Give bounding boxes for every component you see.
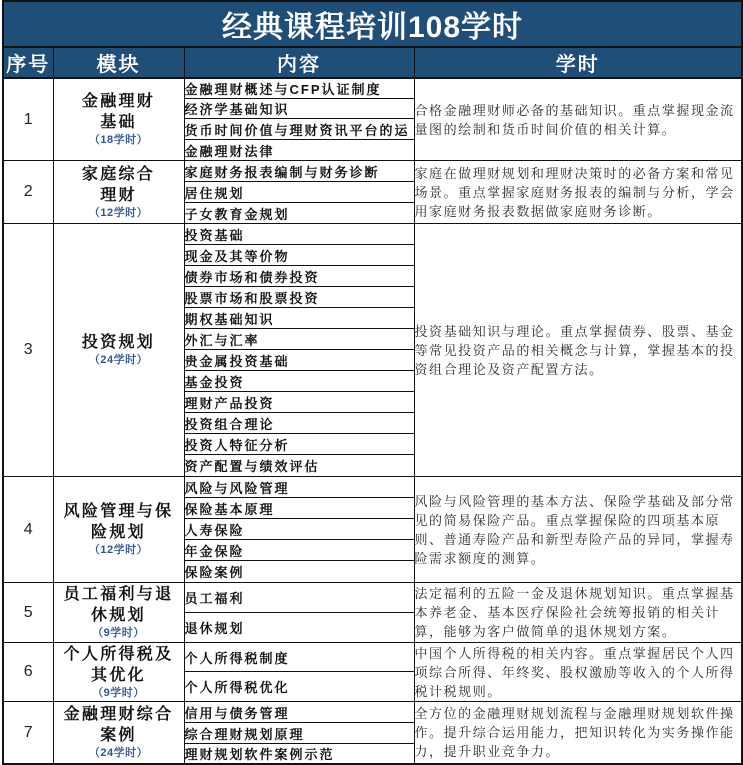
module-hours: （9学时） [92,627,145,639]
topic-cell: 外汇与汇率 [184,329,414,350]
topic-cell: 金融理财法律 [184,140,414,161]
module-hours: （12学时） [88,544,149,556]
topic-cell: 信用与债务管理 [184,702,414,723]
module-name-line: 金融理财 [81,93,156,110]
topic-cell: 贵金属投资基础 [184,350,414,371]
module-description: 中国个人所得税的相关内容。重点掌握居民个人四项综合所得、年终奖、股权激励等收入的个人所得税计税规则。 [414,643,742,702]
module-name-line: 休规划 [91,607,146,624]
title-row [3,1,742,47]
topic-cell: 个人所得税优化 [184,672,414,702]
table-row [3,161,742,182]
topic-cell: 理财规划软件案例示范 [184,744,414,765]
module-description: 全方位的金融理财规划流程与金融理财规划软件操作。提升综合运用能力，把知识转化为实务操作能力，提升职业竞争力。 [414,702,742,765]
topic-cell: 股票市场和股票投资 [184,287,414,308]
table-title: 经典课程培训108学时 [3,1,742,47]
topic-cell: 保险案例 [184,561,414,583]
module-description: 投资基础知识与理论。重点掌握债券、股票、基金等常见投资产品的相关概念与计算，掌握基本的投资组合理论及资产配置方法。 [414,224,742,477]
module-name-line: 其优化 [91,666,146,684]
module-description: 家庭在做理财规划和理财决策时的必备方案和常见场景。重点掌握家庭财务报表的编制与分析，学会用家庭财务报表数据做家庭财务诊断。 [414,161,742,224]
topic-cell: 保险基本原理 [184,498,414,519]
module-number: 7 [3,702,53,765]
module-hours: （24学时） [88,747,149,759]
topic-cell: 金融理财概述与CFP认证制度 [184,78,414,99]
table-row [3,224,742,245]
table-row [3,78,742,99]
topic-cell: 投资人特征分析 [184,434,414,455]
module-number: 2 [3,161,53,224]
topic-cell: 基金投资 [184,371,414,392]
topic-cell: 资产配置与绩效评估 [184,455,414,477]
topic-cell: 个人所得税制度 [184,643,414,672]
topic-cell: 员工福利 [184,583,414,613]
topic-cell: 家庭财务报表编制与财务诊断 [184,161,414,182]
module-number: 6 [3,643,53,702]
module-number: 4 [3,477,53,583]
module-number: 3 [3,224,53,477]
topic-cell: 风险与风险管理 [184,477,414,498]
module-name-line: 风险管理与保 [63,503,174,520]
topic-cell: 期权基础知识 [184,308,414,329]
header-content: 内容 [184,47,414,78]
module-cell [53,702,184,765]
module-name-line: 家庭综合 [81,165,156,183]
module-hours: （24学时） [88,354,149,366]
topic-cell: 理财产品投资 [184,392,414,413]
topic-cell: 经济学基础知识 [184,99,414,119]
topic-cell: 综合理财规划原理 [184,723,414,744]
topic-cell: 投资基础 [184,224,414,245]
table-row [3,477,742,498]
topic-cell: 人寿保险 [184,519,414,540]
table-row [3,643,742,672]
course-table [2,0,743,765]
topic-cell: 居住规划 [184,182,414,203]
module-name-line: 金融理财综合 [63,706,174,723]
topic-cell: 货币时间价值与理财资讯平台的运 [184,119,414,140]
module-description: 法定福利的五险一金及退休规划知识。重点掌握基本养老金、基本医疗保险社会统筹报销的相关计算，能够为客户做简单的退休规划方案。 [414,583,742,643]
topic-cell: 年金保险 [184,540,414,561]
module-cell [53,643,184,702]
module-name-line: 员工福利与退 [63,586,174,603]
header-row [3,47,742,78]
header-hours: 学时 [414,47,742,78]
topic-cell: 退休规划 [184,613,414,643]
module-cell [53,477,184,583]
topic-cell: 投资组合理论 [184,413,414,434]
module-name-line: 理财 [100,186,137,204]
module-hours: （18学时） [88,134,149,146]
module-cell [53,224,184,477]
table-row [3,702,742,723]
module-description: 风险与风险管理的基本方法、保险学基础及部分常见的简易保险产品。重点掌握保险的四项基本原则、普通寿险产品和新型寿险产品的异同，掌握寿险需求额度的测算。 [414,477,742,583]
module-name-line: 案例 [100,727,137,744]
module-cell [53,583,184,643]
table-row [3,583,742,613]
module-name-line: 险规划 [91,524,146,541]
module-cell [53,78,184,161]
module-hours: （9学时） [92,686,145,699]
module-name-line: 个人所得税及 [63,645,174,663]
topic-cell: 子女教育金规划 [184,203,414,224]
module-name-line: 基础 [100,114,137,131]
header-no: 序号 [3,47,53,78]
module-name-line: 投资规划 [81,334,156,351]
module-number: 1 [3,78,53,161]
module-description: 合格金融理财师必备的基础知识。重点掌握现金流量图的绘制和货币时间价值的相关计算。 [414,78,742,161]
header-module: 模块 [53,47,184,78]
module-cell [53,161,184,224]
topic-cell: 现金及其等价物 [184,245,414,266]
module-hours: （12学时） [88,206,149,219]
module-number: 5 [3,583,53,643]
topic-cell: 债券市场和债券投资 [184,266,414,287]
